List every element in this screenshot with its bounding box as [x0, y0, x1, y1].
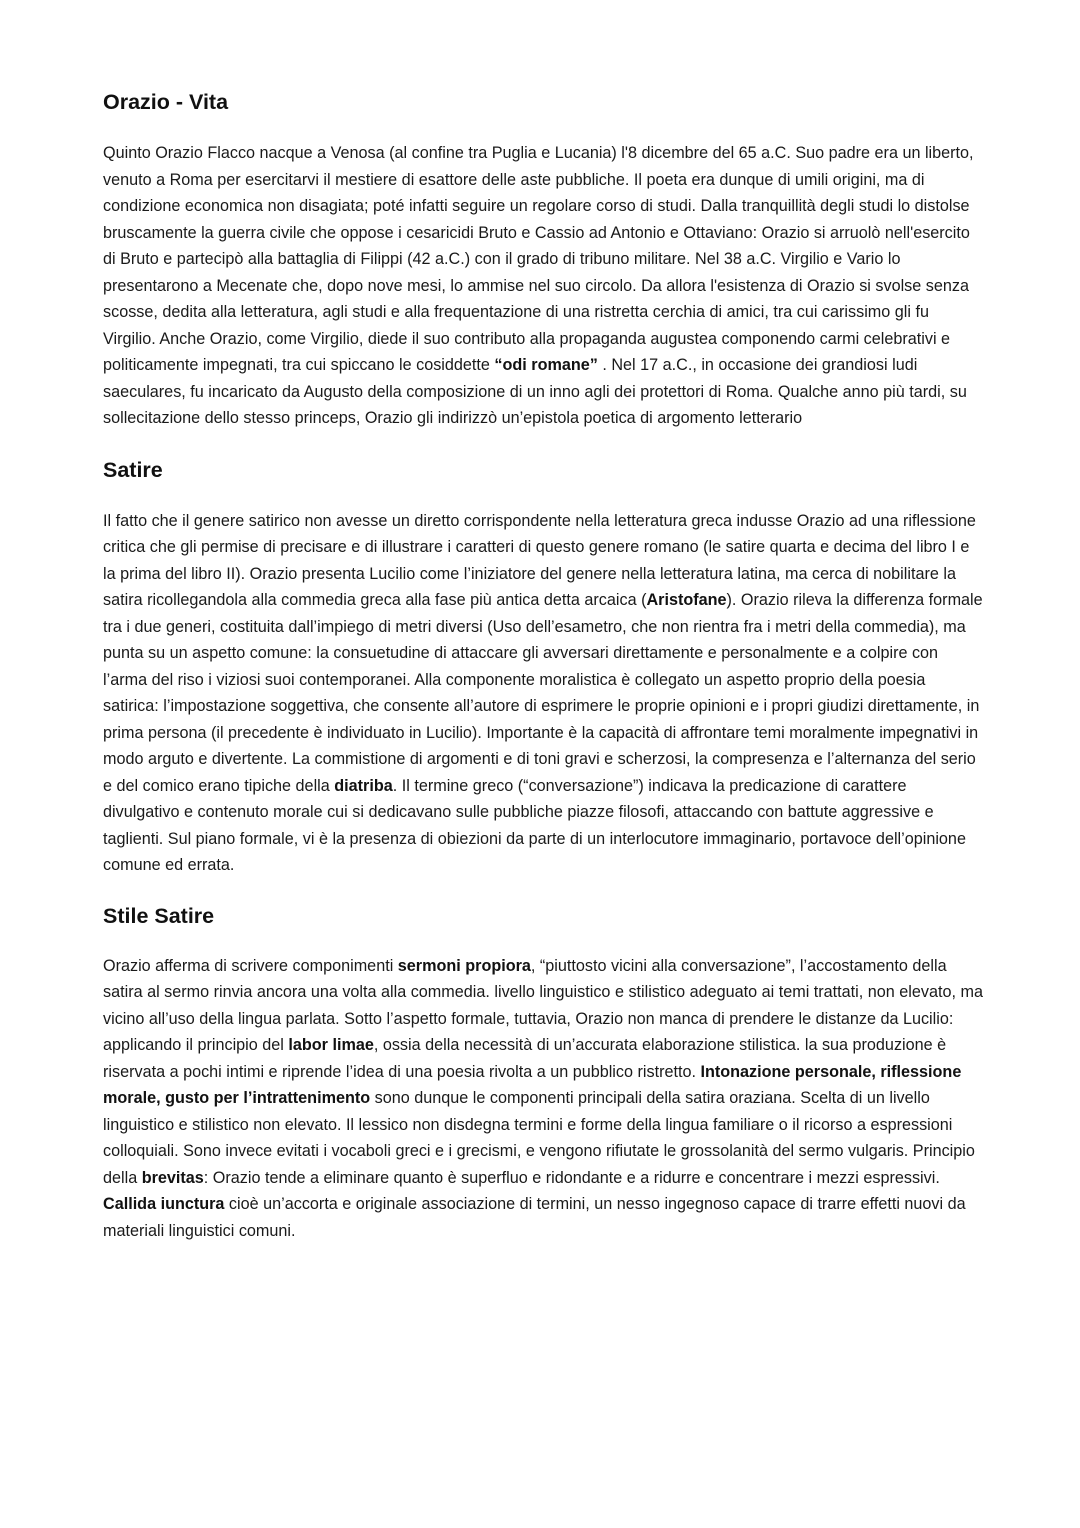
text-run: ). Orazio rileva la differenza formale tra i due generi, costituita dall’impiego di metri diversi (Uso dell’esametro, che non rientra fra i metri della commedia), ma punta su un aspetto comune: la consuetudine di attaccare gli avversari direttamente e personalmente e a colpire con l’arma del riso i viziosi suoi contemporanei. Alla componente moralistica è collegato un aspetto proprio della poesia satirica: l’impostazione soggettiva, che consente all’autore di esprimere le proprie opinioni e i propri giudizi direttamente, in prima persona (il precedente è individuato in Lucilio). Importante è la capacità di affrontare temi moralmente impegnativi in modo arguto e divertente. La commistione di argomenti e di toni gravi e scherzosi, la compresenza e l’alternanza del serio e del comico erano tipiche della	[103, 591, 983, 795]
section-vita	[103, 88, 983, 432]
bold-term-odi-romane: “odi romane”	[494, 356, 598, 374]
text-run: Quinto Orazio Flacco nacque a Venosa (al confine tra Puglia e Lucania) l'8 dicembre del 65 a.C. Suo padre era un liberto, venuto a Roma per esercitarvi il mestiere di esattore delle aste pubbliche. Il poeta era dunque di umili origini, ma di condizione economica non disagiata; poté infatti seguire un regolare corso di studi. Dalla tranquillità degli studi lo distolse bruscamente la guerra civile che oppose i cesaricidi Bruto e Cassio ad Antonio e Ottaviano: Orazio si arruolò nell'esercito di Bruto e partecipò alla battaglia di Filippi (42 a.C.) con il grado di tribuno militare. Nel 38 a.C. Virgilio e Vario lo presentarono a Mecenate che, dopo nove mesi, lo ammise nel suo circolo. Da allora l'esistenza di Orazio si svolse senza scosse, dedita alla letteratura, agli studi e alla frequentazione di una ristretta cerchia di amici, tra cui carissimo gli fu Virgilio. Anche Orazio, come Virgilio, diede il suo contributo alla propaganda augustea componendo carmi celebrativi e politicamente impegnati, tra cui spiccano le cosiddette	[103, 144, 974, 374]
text-run: . Il termine greco (“conversazione”) indicava la predicazione di carattere divulgativo e contenuto morale cui si dedicavano sulle pubbliche piazze filosofi, attaccando con battute aggressive e taglienti. Sul piano formale, vi è la presenza di obiezioni da parte di un interlocutore immaginario, portavoce dell’opinione comune ed errata.	[103, 776, 966, 874]
section-stile-satire	[103, 902, 983, 1245]
paragraph-stile-satire	[103, 953, 983, 1245]
section-title-vita: Orazio - Vita	[103, 90, 229, 114]
document-page	[103, 88, 983, 1244]
bold-term-callida-iunctura: Callida iunctura	[103, 1195, 225, 1213]
bold-term-aristofane: Aristofane	[646, 591, 727, 609]
bold-term-brevitas: brevitas	[141, 1168, 204, 1187]
section-title-stile-satire: Stile Satire	[103, 903, 215, 928]
text-run: Il fatto che il genere satirico non avesse un diretto corrispondente nella letteratura greca indusse Orazio ad una riflessione critica che gli permise di precisare e di illustrare i caratteri di questo genere romano (le satire quarta e decima del libro I e la prima del libro II). Orazio presenta Lucilio come l’iniziatore del genere nella letteratura latina, ma cerca di nobilitare la satira ricollegandola alla commedia greca alla fase più antica detta arcaica (	[103, 511, 976, 609]
paragraph-vita	[103, 140, 983, 432]
bold-term-diatriba: diatriba	[334, 776, 393, 795]
text-run: sono dunque le componenti principali della satira oraziana. Scelta di un livello linguistico e stilistico non elevato. Il lessico non disdegna termini e forme della lingua familiare o il ricorso a espressioni colloquiali. Sono invece evitati i vocaboli greci e i grecismi, e vengono rifiutate le grossolanità del sermo vulgaris. Principio della	[103, 1089, 975, 1187]
text-run: . Nel 17 a.C., in occasione dei grandiosi ludi saeculares, fu incaricato da Augusto della composizione di un inno agli dei protettori di Roma. Qualche anno più tardi, su sollecitazione dello stesso princeps, Orazio gli indirizzò un’epistola poetica di argomento letterario	[103, 356, 967, 427]
text-run: cioè un’accorta e originale associazione di termini, un nesso ingegnoso capace di trarre effetti nuovi da materiali linguistici comuni.	[103, 1195, 966, 1240]
paragraph-satire	[103, 508, 983, 879]
text-run: Orazio afferma di scrivere componimenti	[103, 956, 398, 975]
text-run: , ossia della necessità di un’accurata elaborazione stilistica. la sua produzione è riservata a pochi intimi e riprende l’idea di una poesia rivolta a un pubblico ristretto.	[103, 1036, 947, 1081]
bold-term-sermoni-propiora: sermoni propiora	[397, 956, 531, 975]
text-run: : Orazio tende a eliminare quanto è superfluo e ridondante e a ridurre e concentrare i mezzi espressivi.	[203, 1168, 940, 1187]
bold-phrase-intonazione: Intonazione personale, riflessione morale, gusto per l’intrattenimento	[103, 1062, 962, 1107]
text-run: , “piuttosto vicini alla conversazione”, l’accostamento della satira al sermo rinvia ancora una volta alla commedia. livello linguistico e stilistico adeguato ai temi trattati, non elevato, ma vicino all’uso della lingua parlata. Sotto l’aspetto formale, tuttavia, Orazio non manca di prendere le distanze da Lucilio: applicando il principio del	[103, 956, 983, 1054]
section-title-satire: Satire	[103, 457, 163, 482]
section-satire	[103, 456, 983, 879]
bold-term-labor-limae: labor limae	[288, 1036, 374, 1054]
